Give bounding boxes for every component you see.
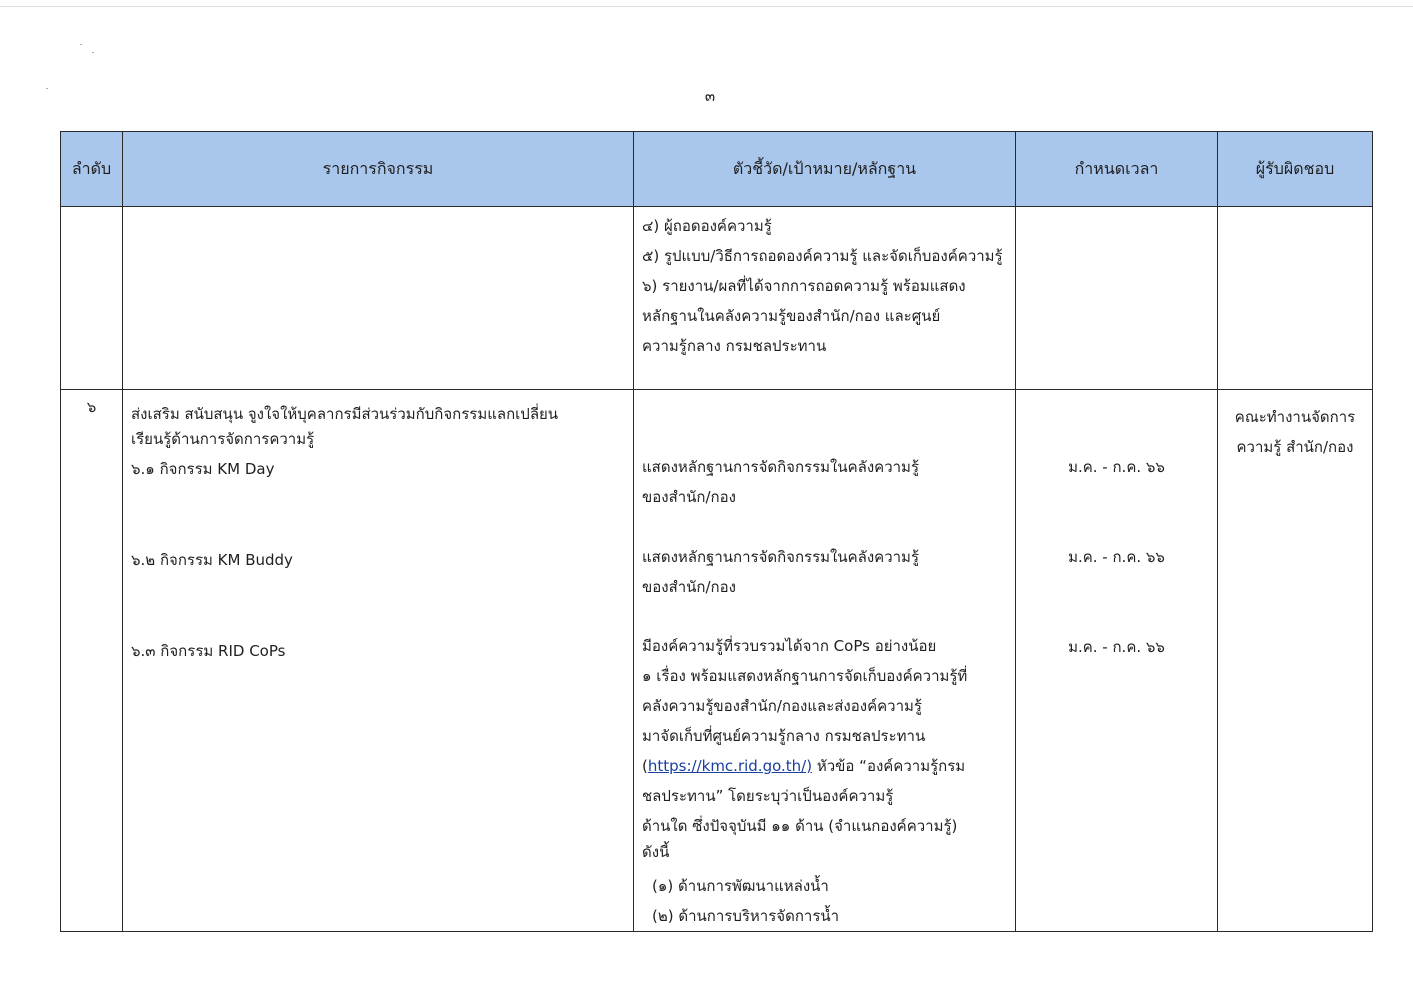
- indicator-line: ๔) ผู้ถอดองค์ความรู้: [642, 217, 772, 235]
- cell-indicator: [634, 390, 1016, 932]
- activity-title-line: ส่งเสริม สนับสนุน จูงใจให้บุคลากรมีส่วนร่วมกับกิจกรรมแลกเปลี่ยน: [131, 405, 559, 423]
- link-after-text: หัวข้อ “องค์ความรู้กรม: [812, 757, 966, 775]
- indicator-line: แสดงหลักฐานการจัดกิจกรรมในคลังความรู้: [642, 458, 920, 476]
- indicator-line: คลังความรู้ของสำนัก/กองและส่งองค์ความรู้: [642, 697, 922, 715]
- cell-schedule: [1016, 390, 1218, 932]
- indicator-line: ๕) รูปแบบ/วิธีการถอดองค์ความรู้ และจัดเก็บองค์ความรู้: [642, 247, 1003, 265]
- indicator-line: ความรู้กลาง กรมชลประทาน: [642, 337, 827, 355]
- schedule-6-2: ม.ค. - ก.ค. ๖๖: [1068, 548, 1165, 566]
- sub-activity-6-1: ๖.๑ กิจกรรม KM Day: [131, 460, 275, 478]
- indicator-line: ชลประทาน” โดยระบุว่าเป็นองค์ความรู้: [642, 787, 894, 805]
- header-activity: รายการกิจกรรม: [123, 132, 634, 207]
- page-number: ๓: [704, 87, 716, 105]
- kmc-link[interactable]: https://kmc.rid.go.th/): [647, 757, 813, 775]
- activity-plan-table: [60, 131, 1373, 932]
- responsible-line: คณะทำงานจัดการ: [1234, 408, 1356, 426]
- cell-activity: [123, 207, 634, 390]
- indicator-6-3: [642, 631, 1007, 931]
- indicator-line: แสดงหลักฐานการจัดกิจกรรมในคลังความรู้: [642, 548, 920, 566]
- table-row-continued: [61, 207, 1373, 390]
- indicator-line: มาจัดเก็บที่ศูนย์ความรู้กลาง กรมชลประทาน: [642, 727, 926, 745]
- list-item: (๒) ด้านการบริหารจัดการน้ำ: [652, 907, 840, 925]
- cell-responsible: [1218, 207, 1373, 390]
- indicator-line: ของสำนัก/กอง: [642, 488, 736, 506]
- table-row-6: [61, 390, 1373, 932]
- indicator-line: มีองค์ความรู้ที่รวบรวมได้จาก CoPs อย่างน้อย: [642, 637, 937, 655]
- header-indicator: ตัวชี้วัด/เป้าหมาย/หลักฐาน: [634, 132, 1016, 207]
- scan-speck: [46, 88, 48, 89]
- indicator-line: ด้านใด ซึ่งปัจจุบันมี ๑๑ ด้าน (จำแนกองค์ความรู้): [642, 817, 958, 835]
- header-no: ลำดับ: [61, 132, 123, 207]
- responsible-line: ความรู้ สำนัก/กอง: [1236, 438, 1354, 456]
- header-schedule: กำหนดเวลา: [1016, 132, 1218, 207]
- activity-title-line: เรียนรู้ด้านการจัดการความรู้: [131, 430, 315, 448]
- cell-no: [61, 207, 123, 390]
- table-header-row: [61, 132, 1373, 207]
- scan-speck: [92, 52, 94, 53]
- sub-activity-6-3: ๖.๓ กิจกรรม RID CoPs: [131, 642, 286, 660]
- indicator-line: หลักฐานในคลังความรู้ของสำนัก/กอง และศูนย์: [642, 307, 941, 325]
- scan-speck: [80, 44, 82, 45]
- page-top-rule: [0, 6, 1413, 7]
- cell-indicator: [634, 207, 1016, 390]
- row-number: ๖: [86, 398, 97, 416]
- cell-no: [61, 390, 123, 932]
- sub-activity-6-2: ๖.๒ กิจกรรม KM Buddy: [131, 551, 293, 569]
- schedule-6-1: ม.ค. - ก.ค. ๖๖: [1068, 458, 1165, 476]
- indicator-line: ๖) รายงาน/ผลที่ได้จากการถอดความรู้ พร้อมแสดง: [642, 277, 966, 295]
- indicator-line: ๑ เรื่อง พร้อมแสดงหลักฐานการจัดเก็บองค์ความรู้ที่: [642, 667, 968, 685]
- cell-schedule: [1016, 207, 1218, 390]
- list-item: (๑) ด้านการพัฒนาแหล่งน้ำ: [652, 877, 829, 895]
- header-responsible: ผู้รับผิดชอบ: [1218, 132, 1373, 207]
- cell-responsible: [1218, 390, 1373, 932]
- indicator-line: ของสำนัก/กอง: [642, 578, 736, 596]
- cell-activity: [123, 390, 634, 932]
- indicator-link-line: [642, 751, 1007, 781]
- link-open-paren: (: [642, 757, 648, 775]
- schedule-6-3: ม.ค. - ก.ค. ๖๖: [1068, 638, 1165, 656]
- indicator-line: ดังนี้: [642, 843, 670, 861]
- indicator-6-1: [642, 452, 1007, 512]
- indicator-6-2: [642, 542, 1007, 602]
